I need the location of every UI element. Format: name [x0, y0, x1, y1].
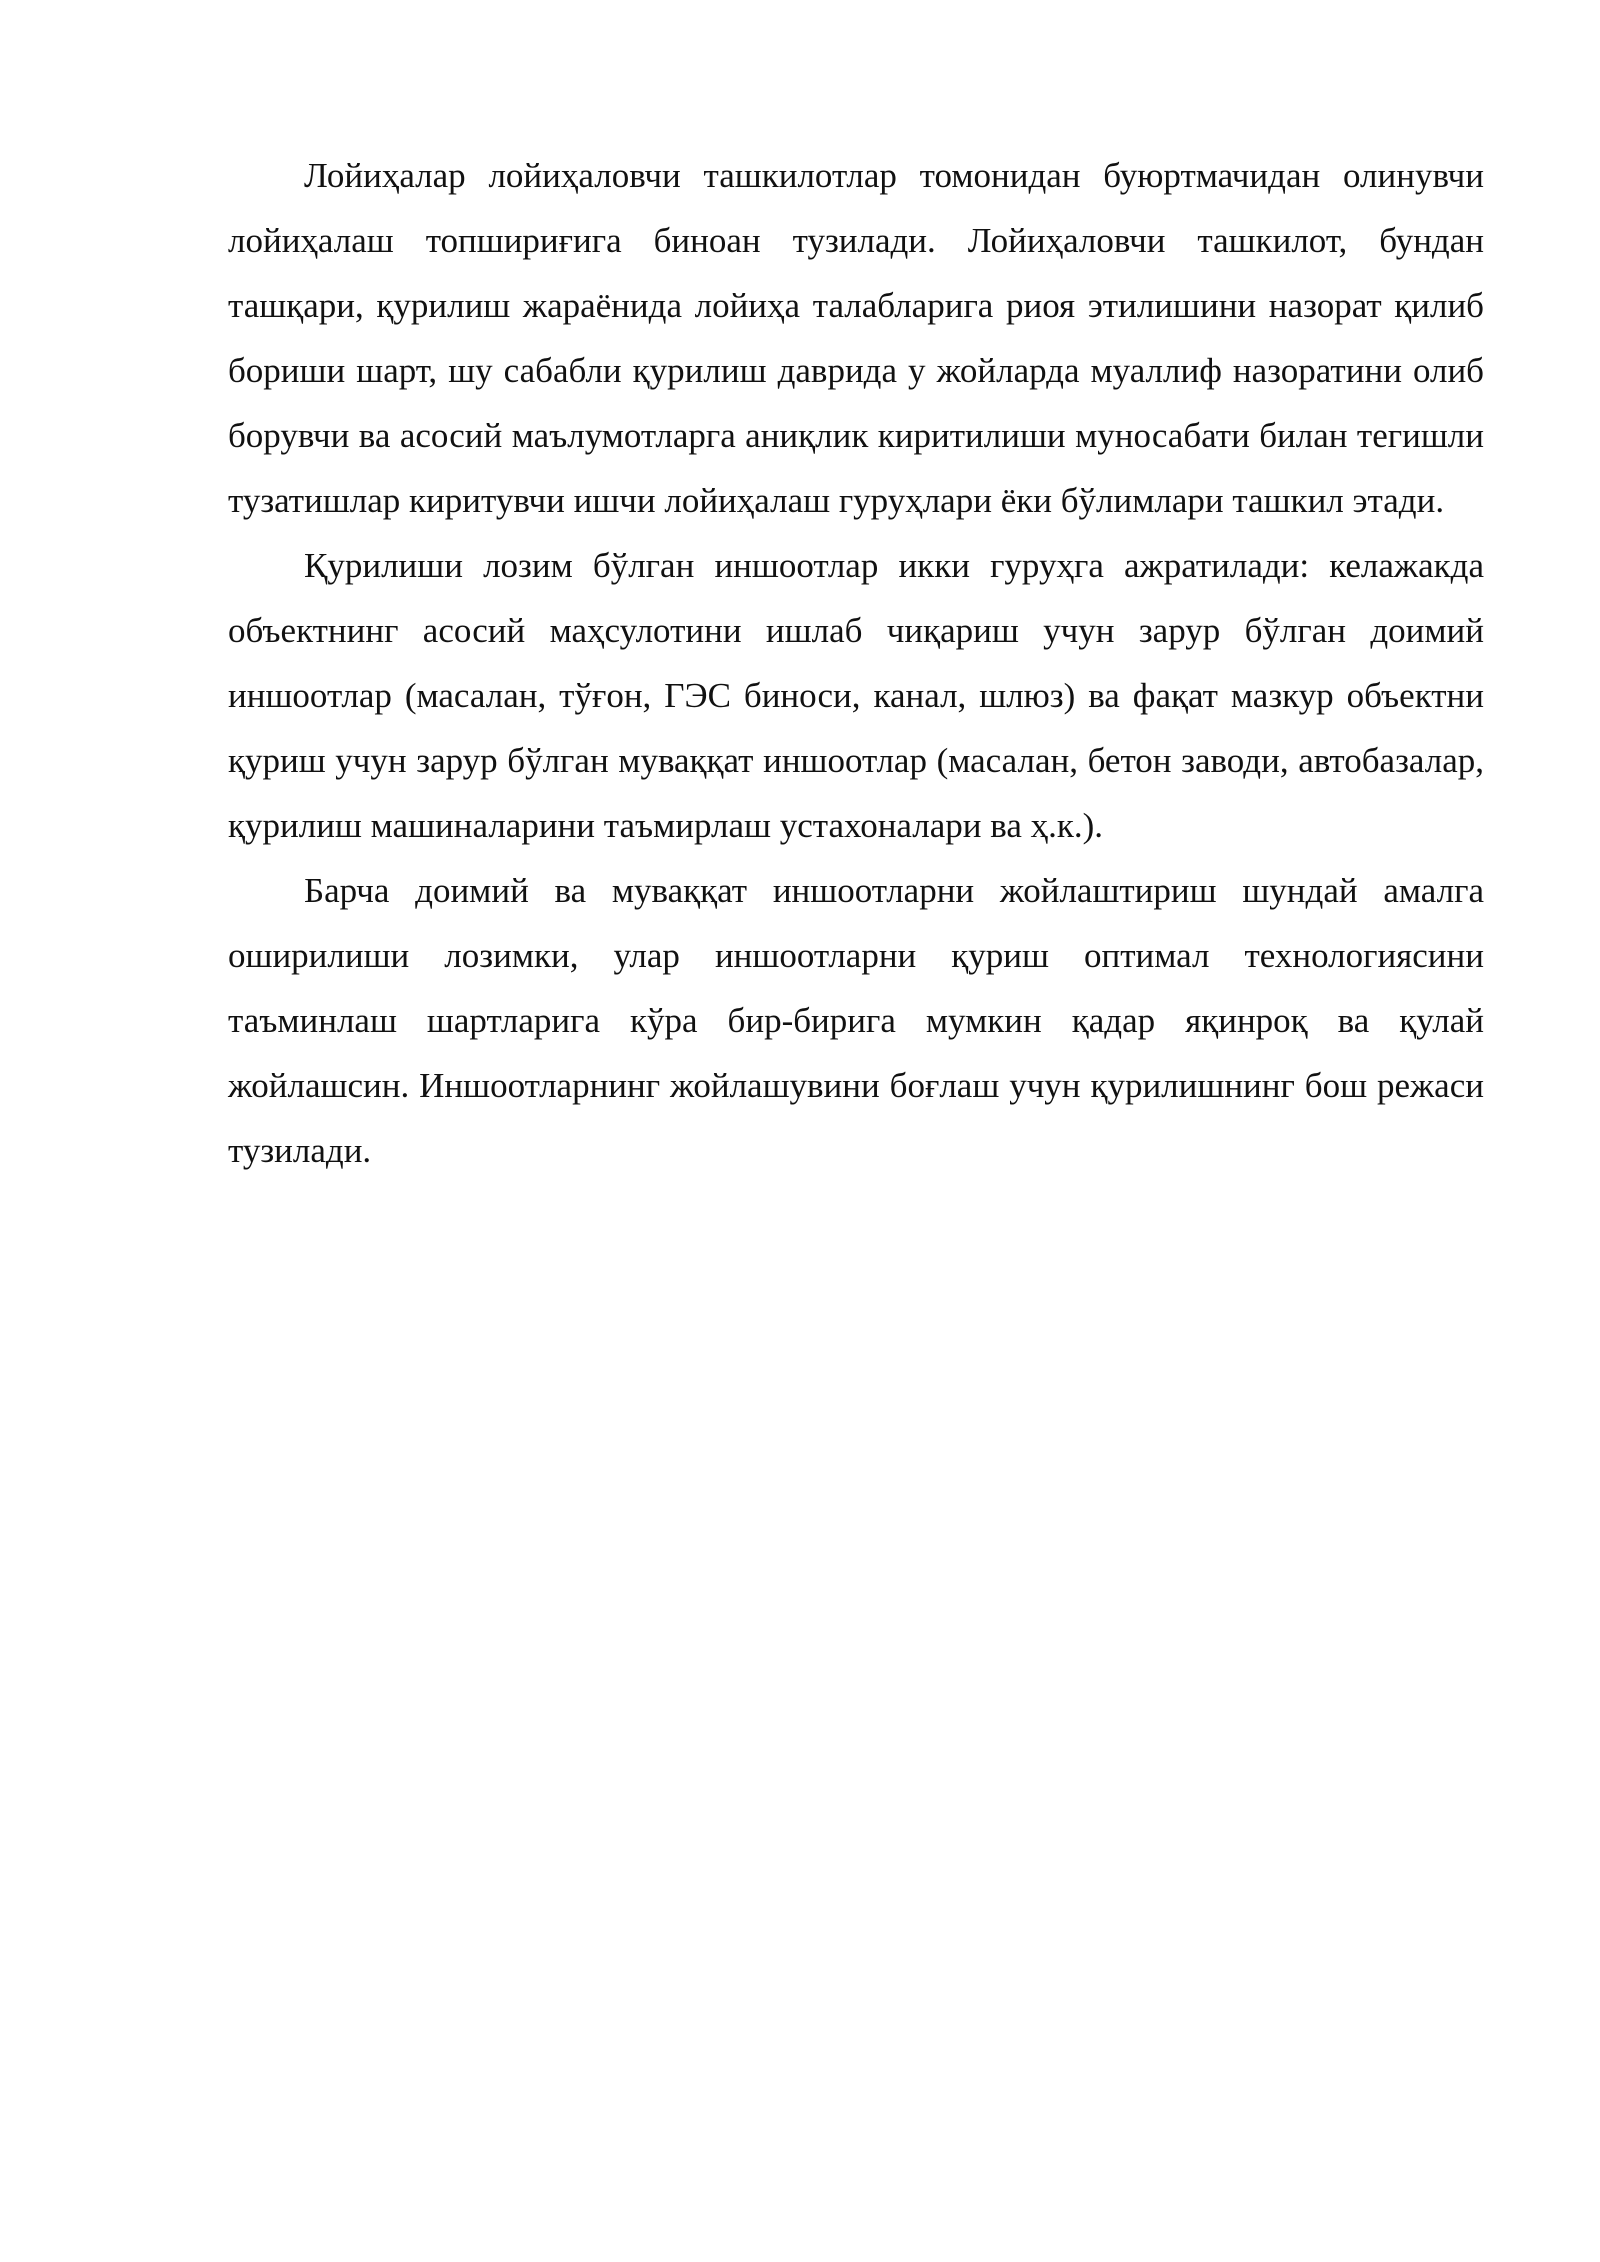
paragraph-1: Лойиҳалар лойиҳаловчи ташкилотлар томонидан буюртмачидан олинувчи лойиҳалаш топшириғига биноан тузилади. Лойиҳаловчи ташкилот, бундан ташқари, қурилиш жараёнида лойиҳа талабларига риоя этилишини назорат қилиб бориши шарт, шу сабабли қурилиш даврида у жойларда муаллиф назоратини олиб борувчи ва асосий маълумотларга аниқлик киритилиши муносабати билан тегишли тузатишлар киритувчи ишчи лойиҳалаш гуруҳлари ёки бўлимлари ташкил этади.: [228, 156, 1484, 520]
document-body: [228, 143, 1484, 1183]
paragraph-2: Қурилиши лозим бўлган иншоотлар икки гуруҳга ажратилади: келажакда объектнинг асосий маҳсулотини ишлаб чиқариш учун зарур бўлган доимий иншоотлар (масалан, тўғон, ГЭС биноси, канал, шлюз) ва фақат мазкур объектни қуриш учун зарур бўлган муваққат иншоотлар (масалан, бетон заводи, автобазалар, қурилиш машиналарини таъмирлаш устахоналари ва ҳ.к.).: [228, 546, 1484, 845]
paragraph-3: Барча доимий ва муваққат иншоотларни жойлаштириш шундай амалга оширилиши лозимки, улар иншоотларни қуриш оптимал технологиясини таъминлаш шартларига кўра бир-бирига мумкин қадар яқинроқ ва қулай жойлашсин. Иншоотларнинг жойлашувини боғлаш учун қурилишнинг бош режаси тузилади.: [228, 871, 1484, 1170]
